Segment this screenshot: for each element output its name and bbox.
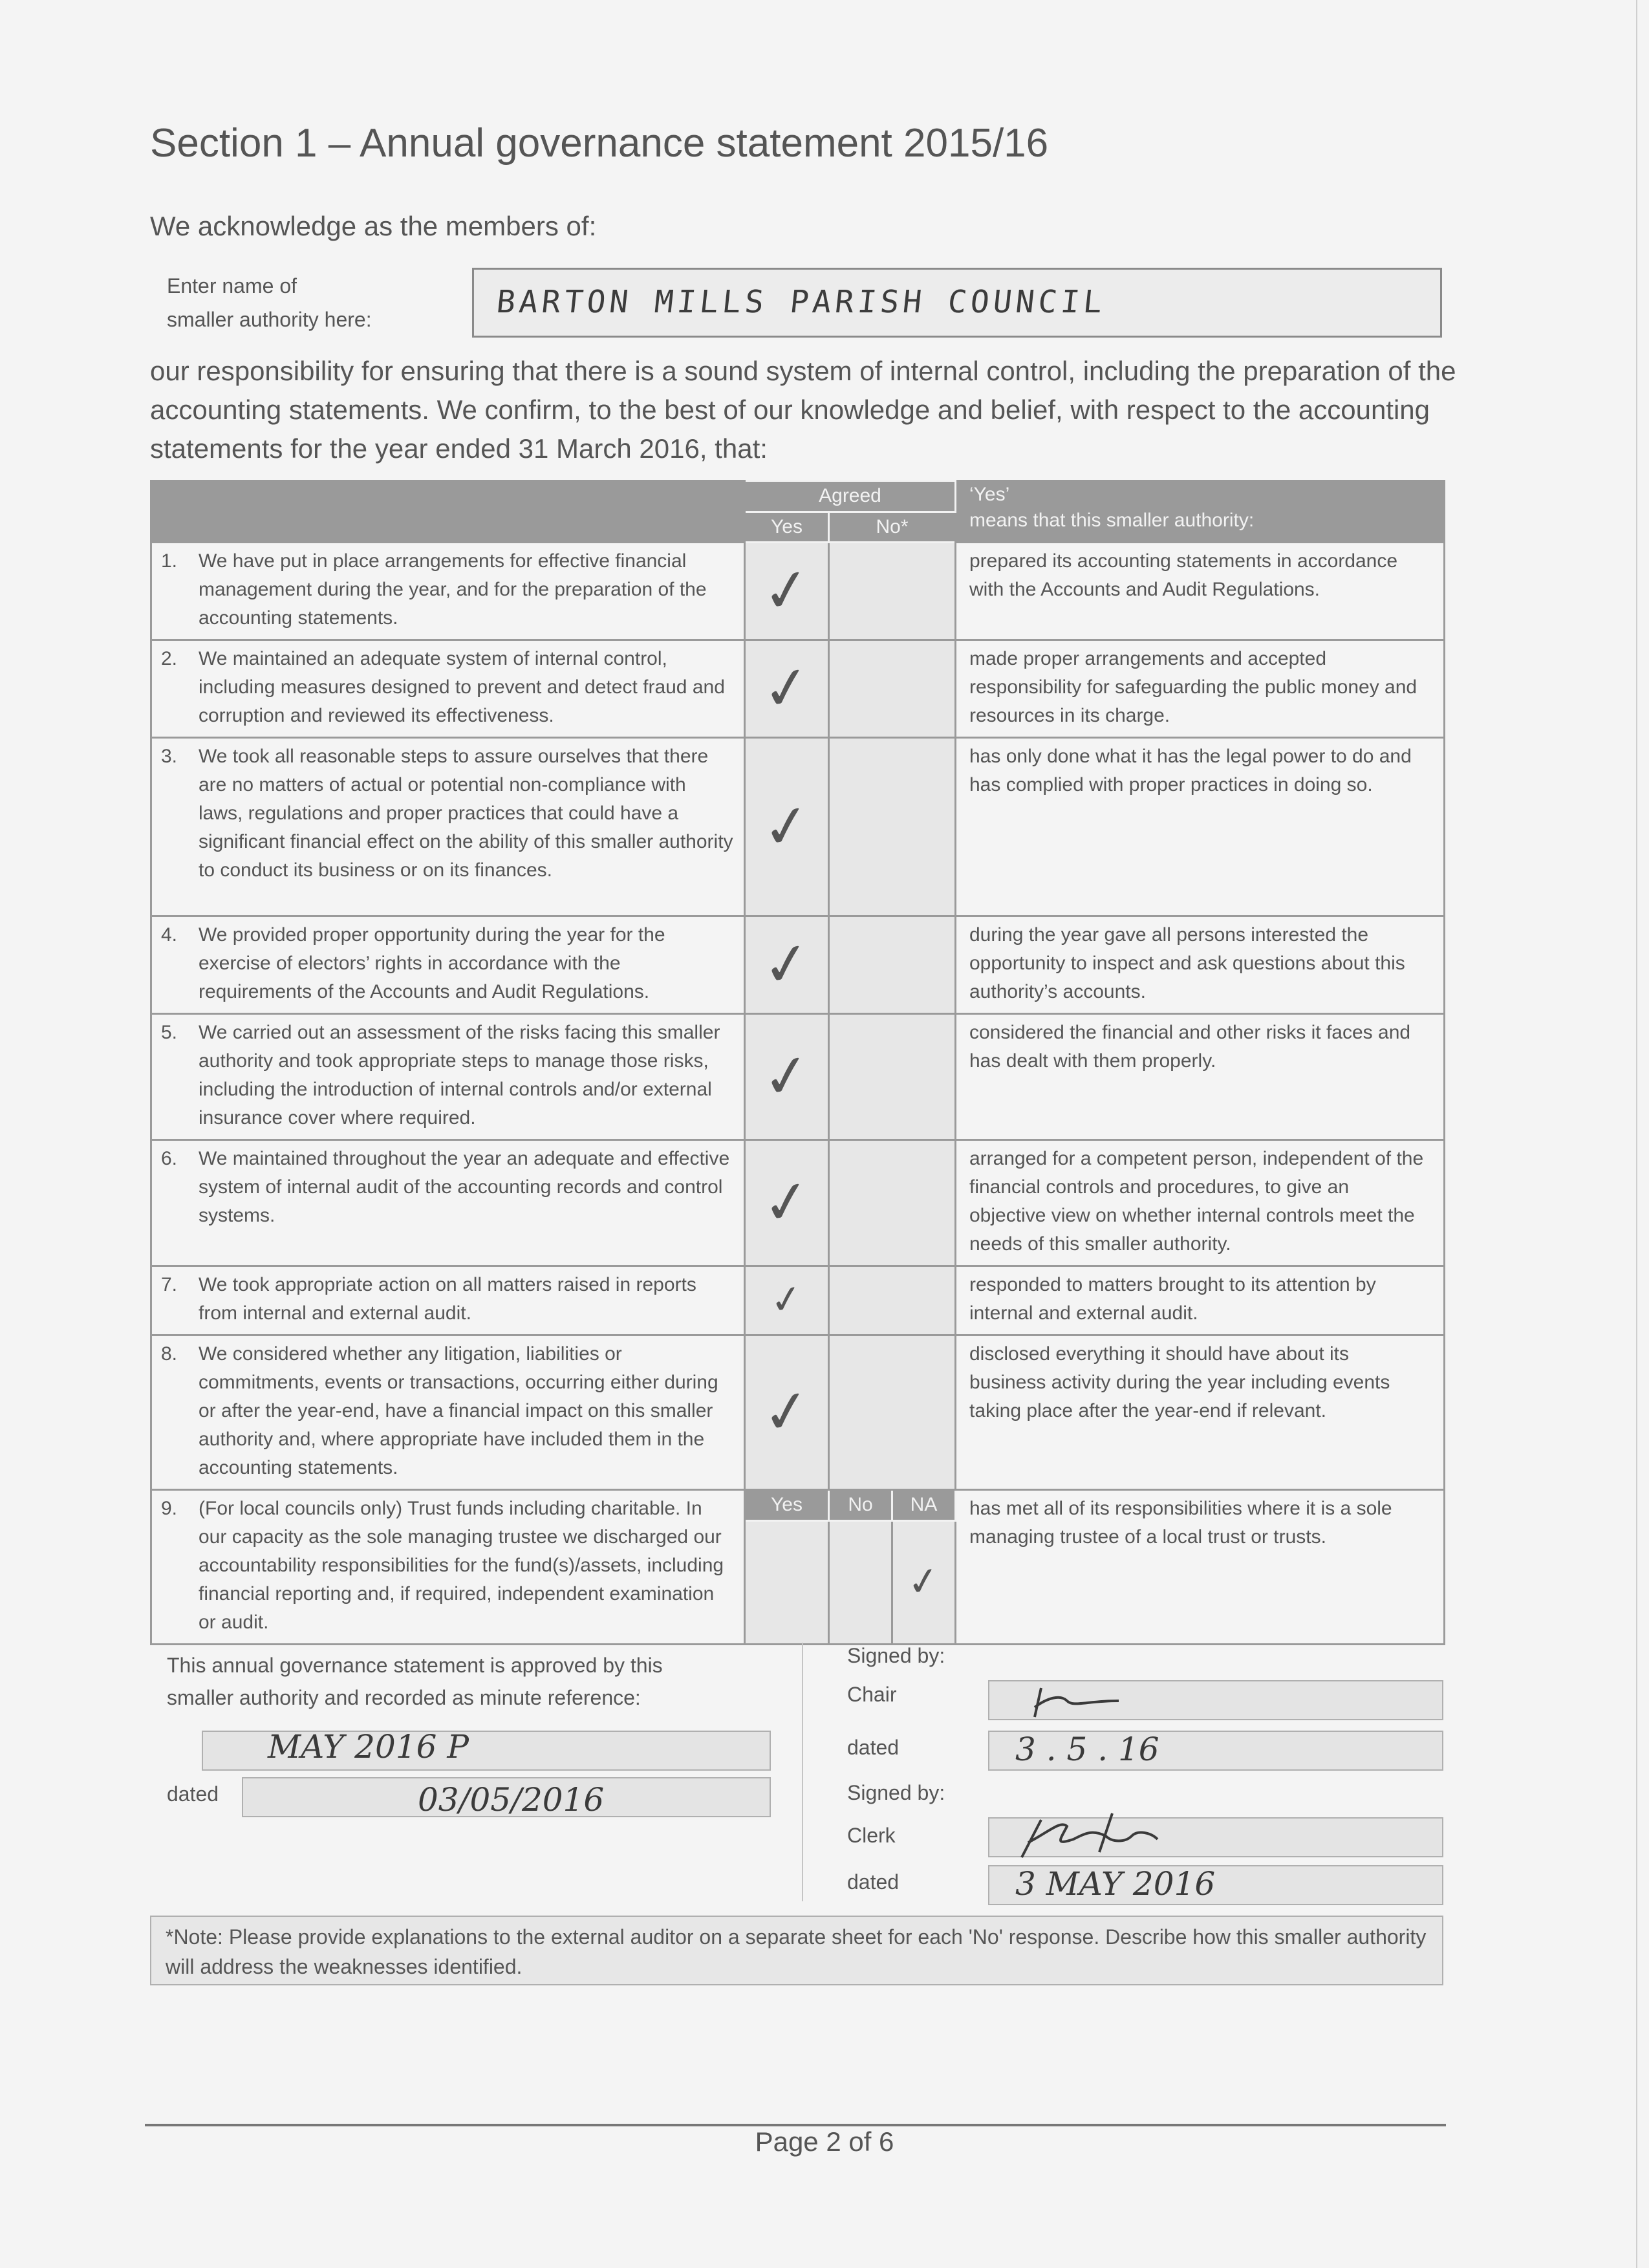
clerk-signature <box>1015 1807 1222 1859</box>
clerk-date-field[interactable] <box>988 1865 1443 1905</box>
scan-edge <box>1636 0 1637 2268</box>
yes-checkbox[interactable] <box>745 543 829 640</box>
tick-mark: ✓ <box>757 1165 816 1240</box>
trust-na-checkbox[interactable] <box>892 1521 956 1645</box>
acknowledge-text: We acknowledge as the members of: <box>150 211 597 241</box>
clerk-date-value: 3 MAY 2016 <box>1015 1865 1216 1903</box>
authority-label: Enter name of smaller authority here: <box>167 274 372 331</box>
agreed-header: Agreed <box>745 481 956 512</box>
table-row: 8. We considered whether any litigation, liabilities or commitments, events or transactions, occurring either during or after the year-end, have a financial impact on this smaller authority and, where appropriate have included them in the accounting statements. ✓ disclosed everything it should have about its business activity during the year including events taking place after the year-end if relevant. <box>151 1335 1445 1490</box>
no-checkbox[interactable] <box>829 1266 956 1335</box>
yes-header: Yes <box>745 512 829 543</box>
minute-reference-value: MAY 2016 P <box>268 1728 469 1766</box>
means-header: ‘Yes’ means that this smaller authority: <box>956 481 1445 543</box>
table-row: 1. We have put in place arrangements for effective financial management during the year, and for the preparation of the accounting statements. ✓ prepared its accounting statements in accordance with the Accounts and Audit Regulations. <box>151 543 1445 640</box>
approval-dated-label: dated <box>167 1782 219 1806</box>
table-row: 4. We provided proper opportunity during the year for the exercise of electors’ rights in accordance with the requirements of the Accounts and Audit Regulations. ✓ during the year gave all persons interested the opportunity to inspect and ask questions about this authority’s accounts. <box>151 916 1445 1014</box>
page-title: Section 1 – Annual governance statement 2015/16 <box>150 121 1049 166</box>
no-header: No* <box>829 512 956 543</box>
yes-checkbox[interactable] <box>745 1266 829 1335</box>
tick-mark: ✓ <box>767 1275 806 1324</box>
tick-mark: ✓ <box>757 927 816 1002</box>
signed-by-label-2: Signed by: <box>847 1781 945 1804</box>
intro-paragraph: our responsibility for ensuring that there is a sound system of internal control, including the preparation of the accounting statements. We confirm, to the best of our knowledge and belief, with respect to the accounting statements for the year ended 31 March 2016, that: <box>150 356 1456 464</box>
signed-by-label: Signed by: <box>847 1644 945 1667</box>
trust-no-header: No <box>829 1490 892 1521</box>
tick-mark: ✓ <box>757 1039 816 1114</box>
chair-label: Chair <box>847 1683 897 1706</box>
no-checkbox[interactable] <box>829 916 956 1014</box>
no-checkbox[interactable] <box>829 1335 956 1490</box>
no-checkbox[interactable] <box>829 738 956 916</box>
table-row: 2. We maintained an adequate system of internal control, including measures designed to prevent and detect fraud and corruption and reviewed its effectiveness. ✓ made proper arrangements and accepted responsibility for safeguarding the public money and resources in its charge. <box>151 640 1445 738</box>
tick-mark: ✓ <box>757 554 816 628</box>
table-row: 7. We took appropriate action on all matters raised in reports from internal and external audit. ✓ responded to matters brought to its attention by internal and external audit. <box>151 1266 1445 1335</box>
yes-checkbox[interactable] <box>745 738 829 916</box>
authority-name-value: BARTON MILLS PARISH COUNCIL <box>495 284 1108 320</box>
trust-na-header: NA <box>892 1490 956 1521</box>
chair-signature-field[interactable] <box>988 1680 1443 1720</box>
minute-reference-field[interactable] <box>202 1728 771 1771</box>
yes-checkbox[interactable] <box>745 640 829 738</box>
footnote: *Note: Please provide explanations to the external auditor on a separate sheet for each 'No' response. Describe how this smaller authority will address the weaknesses identified. <box>150 1916 1443 1985</box>
table-row: 6. We maintained throughout the year an adequate and effective system of internal audit of the accounting records and control systems. ✓ arranged for a competent person, independent of the financial controls and procedures, to give an objective view on whether internal controls meet the needs of this smaller authority. <box>151 1140 1445 1266</box>
tick-mark: ✓ <box>904 1557 943 1606</box>
page-number: Page 2 of 6 <box>755 2126 894 2157</box>
yes-checkbox[interactable] <box>745 1014 829 1140</box>
no-checkbox[interactable] <box>829 543 956 640</box>
table-row: 5. We carried out an assessment of the risks facing this smaller authority and took appropriate steps to manage those risks, including the introduction of internal controls and/or external insurance cover where required. ✓ considered the financial and other risks it faces and has dealt with them properly. <box>151 1014 1445 1140</box>
clerk-signature-field[interactable] <box>988 1817 1443 1857</box>
yes-checkbox[interactable] <box>745 1140 829 1266</box>
tick-mark: ✓ <box>757 651 816 726</box>
yes-checkbox[interactable] <box>745 916 829 1014</box>
chair-date-value: 3 . 5 . 16 <box>1015 1731 1159 1768</box>
authority-name-field[interactable] <box>472 268 1442 338</box>
approval-text: This annual governance statement is approved by this smaller authority and recorded as minute reference: <box>167 1654 663 1709</box>
chair-date-field[interactable] <box>988 1731 1443 1771</box>
header-blank <box>151 481 745 543</box>
no-checkbox[interactable] <box>829 640 956 738</box>
clerk-dated-label: dated <box>847 1870 900 1894</box>
yes-checkbox[interactable] <box>745 1335 829 1490</box>
column-divider <box>802 1643 803 1901</box>
no-checkbox[interactable] <box>829 1140 956 1266</box>
approval-date-value: 03/05/2016 <box>418 1781 605 1819</box>
trust-yes-header: Yes <box>745 1490 829 1521</box>
trust-no-checkbox[interactable] <box>829 1521 892 1645</box>
chair-signature <box>1022 1681 1151 1722</box>
no-checkbox[interactable] <box>829 1014 956 1140</box>
trust-yes-checkbox[interactable] <box>745 1521 829 1645</box>
table-row: 3. We took all reasonable steps to assure ourselves that there are no matters of actual or potential non-compliance with laws, regulations and proper practices that could have a significant financial effect on the ability of this smaller authority to conduct its business or on its finances. ✓ has only done what it has the legal power to do and has complied with proper practices in doing so. <box>151 738 1445 916</box>
tick-mark: ✓ <box>757 789 816 864</box>
approval-date-field[interactable] <box>242 1777 771 1817</box>
governance-table <box>150 480 1445 1645</box>
tick-mark: ✓ <box>757 1375 816 1449</box>
clerk-label: Clerk <box>847 1824 896 1847</box>
table-row-trust: 9. (For local councils only) Trust funds including charitable. In our capacity as the sole managing trustee we discharged our accountability responsibilities for the fund(s)/assets, including financial reporting and, if required, independent examination or audit. Yes No NA has met all of its responsibilities where it is a sole managing trustee of a local trust or trusts. <box>151 1490 1445 1521</box>
chair-dated-label: dated <box>847 1736 900 1759</box>
